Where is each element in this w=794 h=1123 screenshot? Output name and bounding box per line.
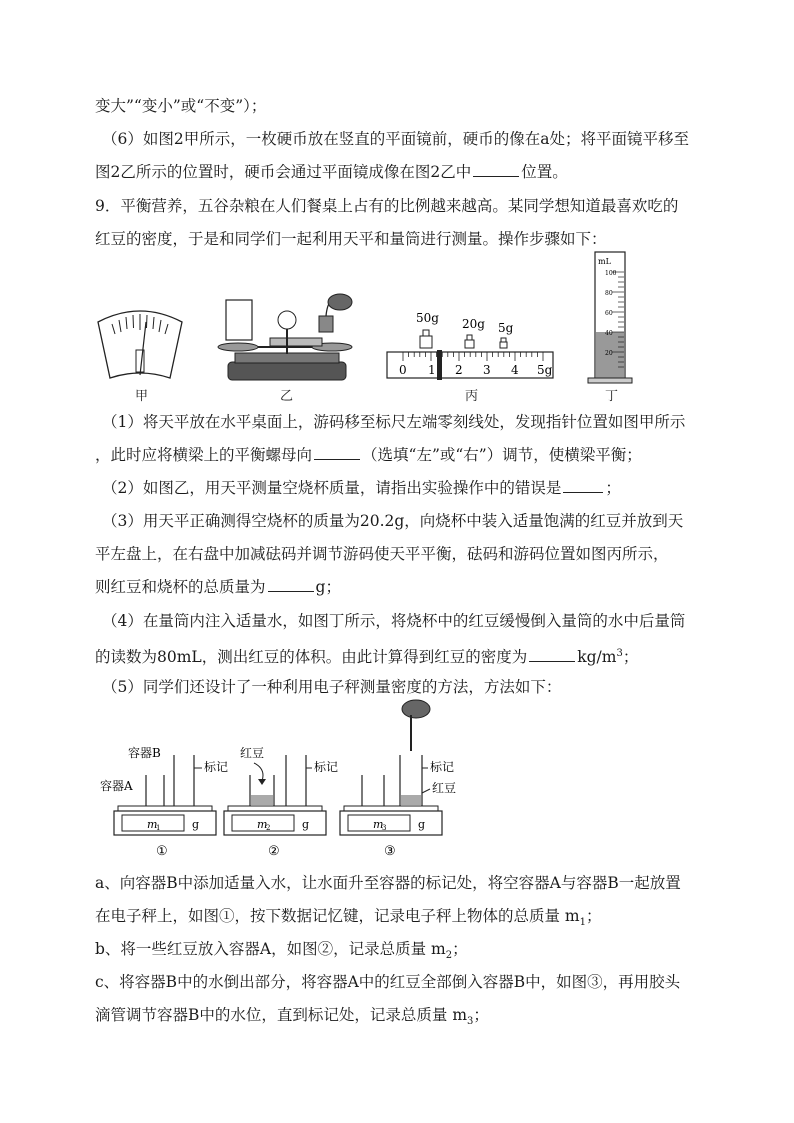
text: （选填“左”或“右”）调节，使横梁平衡； [362, 446, 642, 464]
caption-1: ① [156, 844, 168, 859]
text-line [95, 96, 705, 116]
label-container-b: 容器B [128, 746, 161, 760]
text: 的读数为80mL，测出红豆的体积。由此计算得到红豆的密度为 [95, 648, 528, 667]
answer-blank[interactable] [473, 162, 519, 177]
text: ； [605, 479, 621, 497]
unit-text: kg/m [577, 648, 617, 667]
figure-electronic-scale [100, 695, 480, 865]
ruler-tick-2: 2 [455, 363, 463, 377]
answer-blank[interactable] [563, 478, 603, 493]
cylinder-tick-20: 20 [605, 350, 613, 357]
text: ； [473, 1006, 489, 1024]
scale-setup-3 [340, 700, 456, 859]
ruler-tick-0: 0 [399, 363, 407, 377]
figure-balance-experiment [90, 250, 650, 410]
text: （5）同学们还设计了一种利用电子秤测量密度的方法，方法如下： [102, 678, 562, 696]
caption-ding: 丁 [605, 389, 619, 404]
ruler-tick-4: 4 [511, 363, 519, 377]
scale-reading-m2-sub: 2 [266, 824, 271, 832]
scale-reading-m3-sub: 3 [382, 824, 387, 832]
text: （4）在量筒内注入适量水，如图丁所示，将烧杯中的红豆缓慢倒入量筒的水中后量筒 [102, 612, 686, 630]
problem-9-line-2 [95, 229, 705, 249]
text: c、将容器B中的水倒出部分，将容器A中的红豆全部倒入容器B中，如图③，再用胶头 [95, 973, 681, 991]
label-mark: 标记 [314, 760, 339, 774]
step-1-line [102, 412, 712, 432]
text: ，此时应将横梁上的平衡螺母向 [95, 446, 313, 464]
weight-20g-label: 20g [462, 317, 485, 331]
answer-blank[interactable] [314, 445, 360, 460]
text: 红豆的密度，于是和同学们一起利用天平和量筒进行测量。操作步骤如下： [95, 230, 607, 248]
scale-reading-m1-sub: 1 [156, 824, 161, 832]
step-a-line-2 [95, 906, 705, 933]
subscript: 2 [445, 950, 453, 962]
text: b、将一些红豆放入容器A，如图②，记录总质量 m [95, 940, 446, 958]
answer-blank[interactable] [268, 577, 314, 592]
cylinder-unit: mL [598, 257, 611, 266]
text: ； [586, 907, 602, 925]
cylinder-tick-80: 80 [605, 290, 613, 297]
step-4-line [102, 611, 712, 631]
scale-reading-m1: m [147, 818, 158, 831]
step-1-line-2 [95, 445, 705, 465]
label-mark: 标记 [430, 760, 455, 774]
step-c-line-2 [95, 1005, 705, 1032]
question-6-line-2 [95, 162, 705, 182]
cylinder-tick-40: 40 [605, 330, 613, 337]
text: （3）用天平正确测得空烧杯的质量为20.2g，向烧杯中装入适量饱满的红豆并放到天 [102, 512, 684, 530]
text: 变大”“变小”或“不变”）； [95, 97, 267, 115]
label-container-a: 容器A [100, 779, 133, 793]
measuring-cylinder-figure [588, 252, 632, 404]
step-2-line [102, 478, 712, 498]
scale-reading-m3: m [373, 818, 384, 831]
text: （1）将天平放在水平桌面上，游码移至标尺左端零刻线处，发现指针位置如图甲所示 [102, 413, 686, 431]
weights-and-ruler-figure [387, 311, 553, 404]
label-bean: 红豆 [432, 781, 457, 795]
cylinder-tick-60: 60 [605, 310, 613, 317]
label-mark: 标记 [204, 760, 229, 774]
caption-2: ② [268, 844, 280, 859]
scale-setup-1 [100, 745, 228, 859]
text: 位置。 [521, 163, 568, 181]
superscript: 3 [616, 648, 623, 659]
step-3-line [102, 511, 712, 531]
unit-g: g [418, 818, 426, 831]
label-bean: 红豆 [240, 746, 265, 760]
caption-bing: 丙 [465, 389, 479, 404]
text: 平左盘上，在右盘中加减砝码并调节游码使天平平衡，砝码和游码位置如图丙所示， [95, 545, 669, 563]
subscript: 3 [467, 1016, 474, 1028]
text: （2）如图乙，用天平测量空烧杯质量，请指出实验操作中的错误是 [102, 479, 562, 497]
step-3-line-2 [95, 544, 705, 564]
ruler-tick-3: 3 [483, 363, 491, 377]
ruler-tick-5g: 5g [537, 363, 553, 377]
weight-5g-label: 5g [498, 321, 514, 335]
scale-reading-m2: m [257, 818, 268, 831]
text: 滴管调节容器B中的水位，直到标记处，记录总质量 m [95, 1006, 468, 1024]
text: 9．平衡营养，五谷杂粮在人们餐桌上占有的比例越来越高。某同学想知道最喜欢吃的 [95, 197, 679, 215]
step-a-line [95, 873, 705, 893]
step-4-line-2 [95, 644, 705, 667]
text: ； [622, 648, 639, 667]
step-3-line-3 [95, 577, 705, 597]
text: （6）如图2甲所示，一枚硬币放在竖直的平面镜前，硬币的像在a处；将平面镜平移至 [102, 130, 689, 148]
step-b-line [95, 939, 705, 966]
ruler-tick-1: 1 [428, 363, 436, 377]
subscript: 1 [579, 917, 587, 929]
text: 图2乙所示的位置时，硬币会通过平面镜成像在图2乙中 [95, 163, 472, 181]
question-6-line [102, 129, 712, 149]
problem-9-line [95, 196, 705, 216]
scale-setup-2 [224, 746, 338, 859]
text: 在电子秤上，如图①，按下数据记忆键，记录电子秤上物体的总质量 m [95, 907, 580, 925]
text: a、向容器B中添加适量入水，让水面升至容器的标记处，将空容器A与容器B一起放置 [95, 874, 681, 892]
pointer-scale-figure [98, 311, 182, 404]
step-5-line [102, 677, 712, 697]
unit-g: g [192, 818, 200, 831]
caption-yi: 乙 [280, 389, 294, 404]
step-c-line [95, 972, 705, 992]
caption-3: ③ [384, 844, 396, 859]
caption-jia: 甲 [135, 389, 149, 404]
weight-50g-label: 50g [416, 311, 439, 325]
balance-figure [218, 294, 352, 404]
text: g； [315, 578, 341, 596]
answer-blank[interactable] [529, 647, 575, 662]
text: ； [452, 940, 468, 958]
text: 则红豆和烧杯的总质量为 [95, 578, 266, 596]
unit-g: g [302, 818, 310, 831]
cylinder-tick-100: 100 [605, 270, 617, 277]
